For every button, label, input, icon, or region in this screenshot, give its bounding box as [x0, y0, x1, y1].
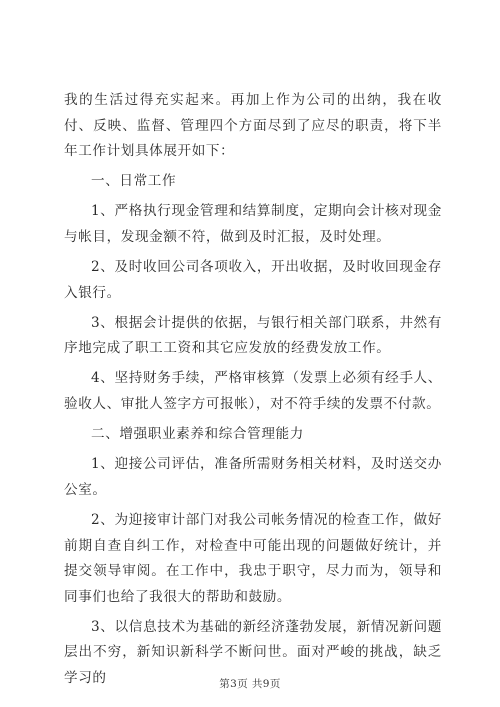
page-number-footer: 第3页 共9页: [219, 678, 281, 690]
list-item: 2、为迎接审计部门对我公司帐务情况的检查工作，做好前期自查自纠工作，对检查中可能出现的问题做好统计，并提交领导审阅。在工作中，我忠于职守，尽力而为，领导和同事们也给了我很大的帮助和鼓励。: [64, 511, 442, 605]
list-item: 2、及时收回公司各项收入，开出收据，及时收回现金存入银行。: [64, 259, 442, 301]
section-heading-professional-ability: 二、增强职业素养和综合管理能力: [91, 426, 304, 443]
section-heading-daily-work: 一、日常工作: [91, 173, 177, 190]
paragraph-continuation: 我的生活过得充实起来。再加上作为公司的出纳，我在收付、反映、监督、管理四个方面尽到了应尽的职责，将下半年工作计划具体展开如下：: [64, 92, 442, 160]
document-body: [64, 88, 442, 696]
list-item: 3、以信息技术为基础的新经济蓬勃发展，新情况新问题层出不穷，新知识新科学不断问世。面对严峻的挑战，缺乏学习的: [64, 618, 442, 686]
list-item: 1、迎接公司评估，准备所需财务相关材料，及时送交办公室。: [64, 456, 442, 498]
list-item: 4、坚持财务手续，严格审核算（发票上必须有经手人、验收人、审批人签字方可报帐），对不符手续的发票不付款。: [64, 370, 442, 413]
list-item: 3、根据会计提供的依据，与银行相关部门联系，井然有序地完成了职工工资和其它应发放的经费发放工作。: [64, 314, 442, 357]
list-item: 1、严格执行现金管理和结算制度，定期向会计核对现金与帐目，发现金额不符，做到及时汇报，及时处理。: [64, 203, 442, 245]
